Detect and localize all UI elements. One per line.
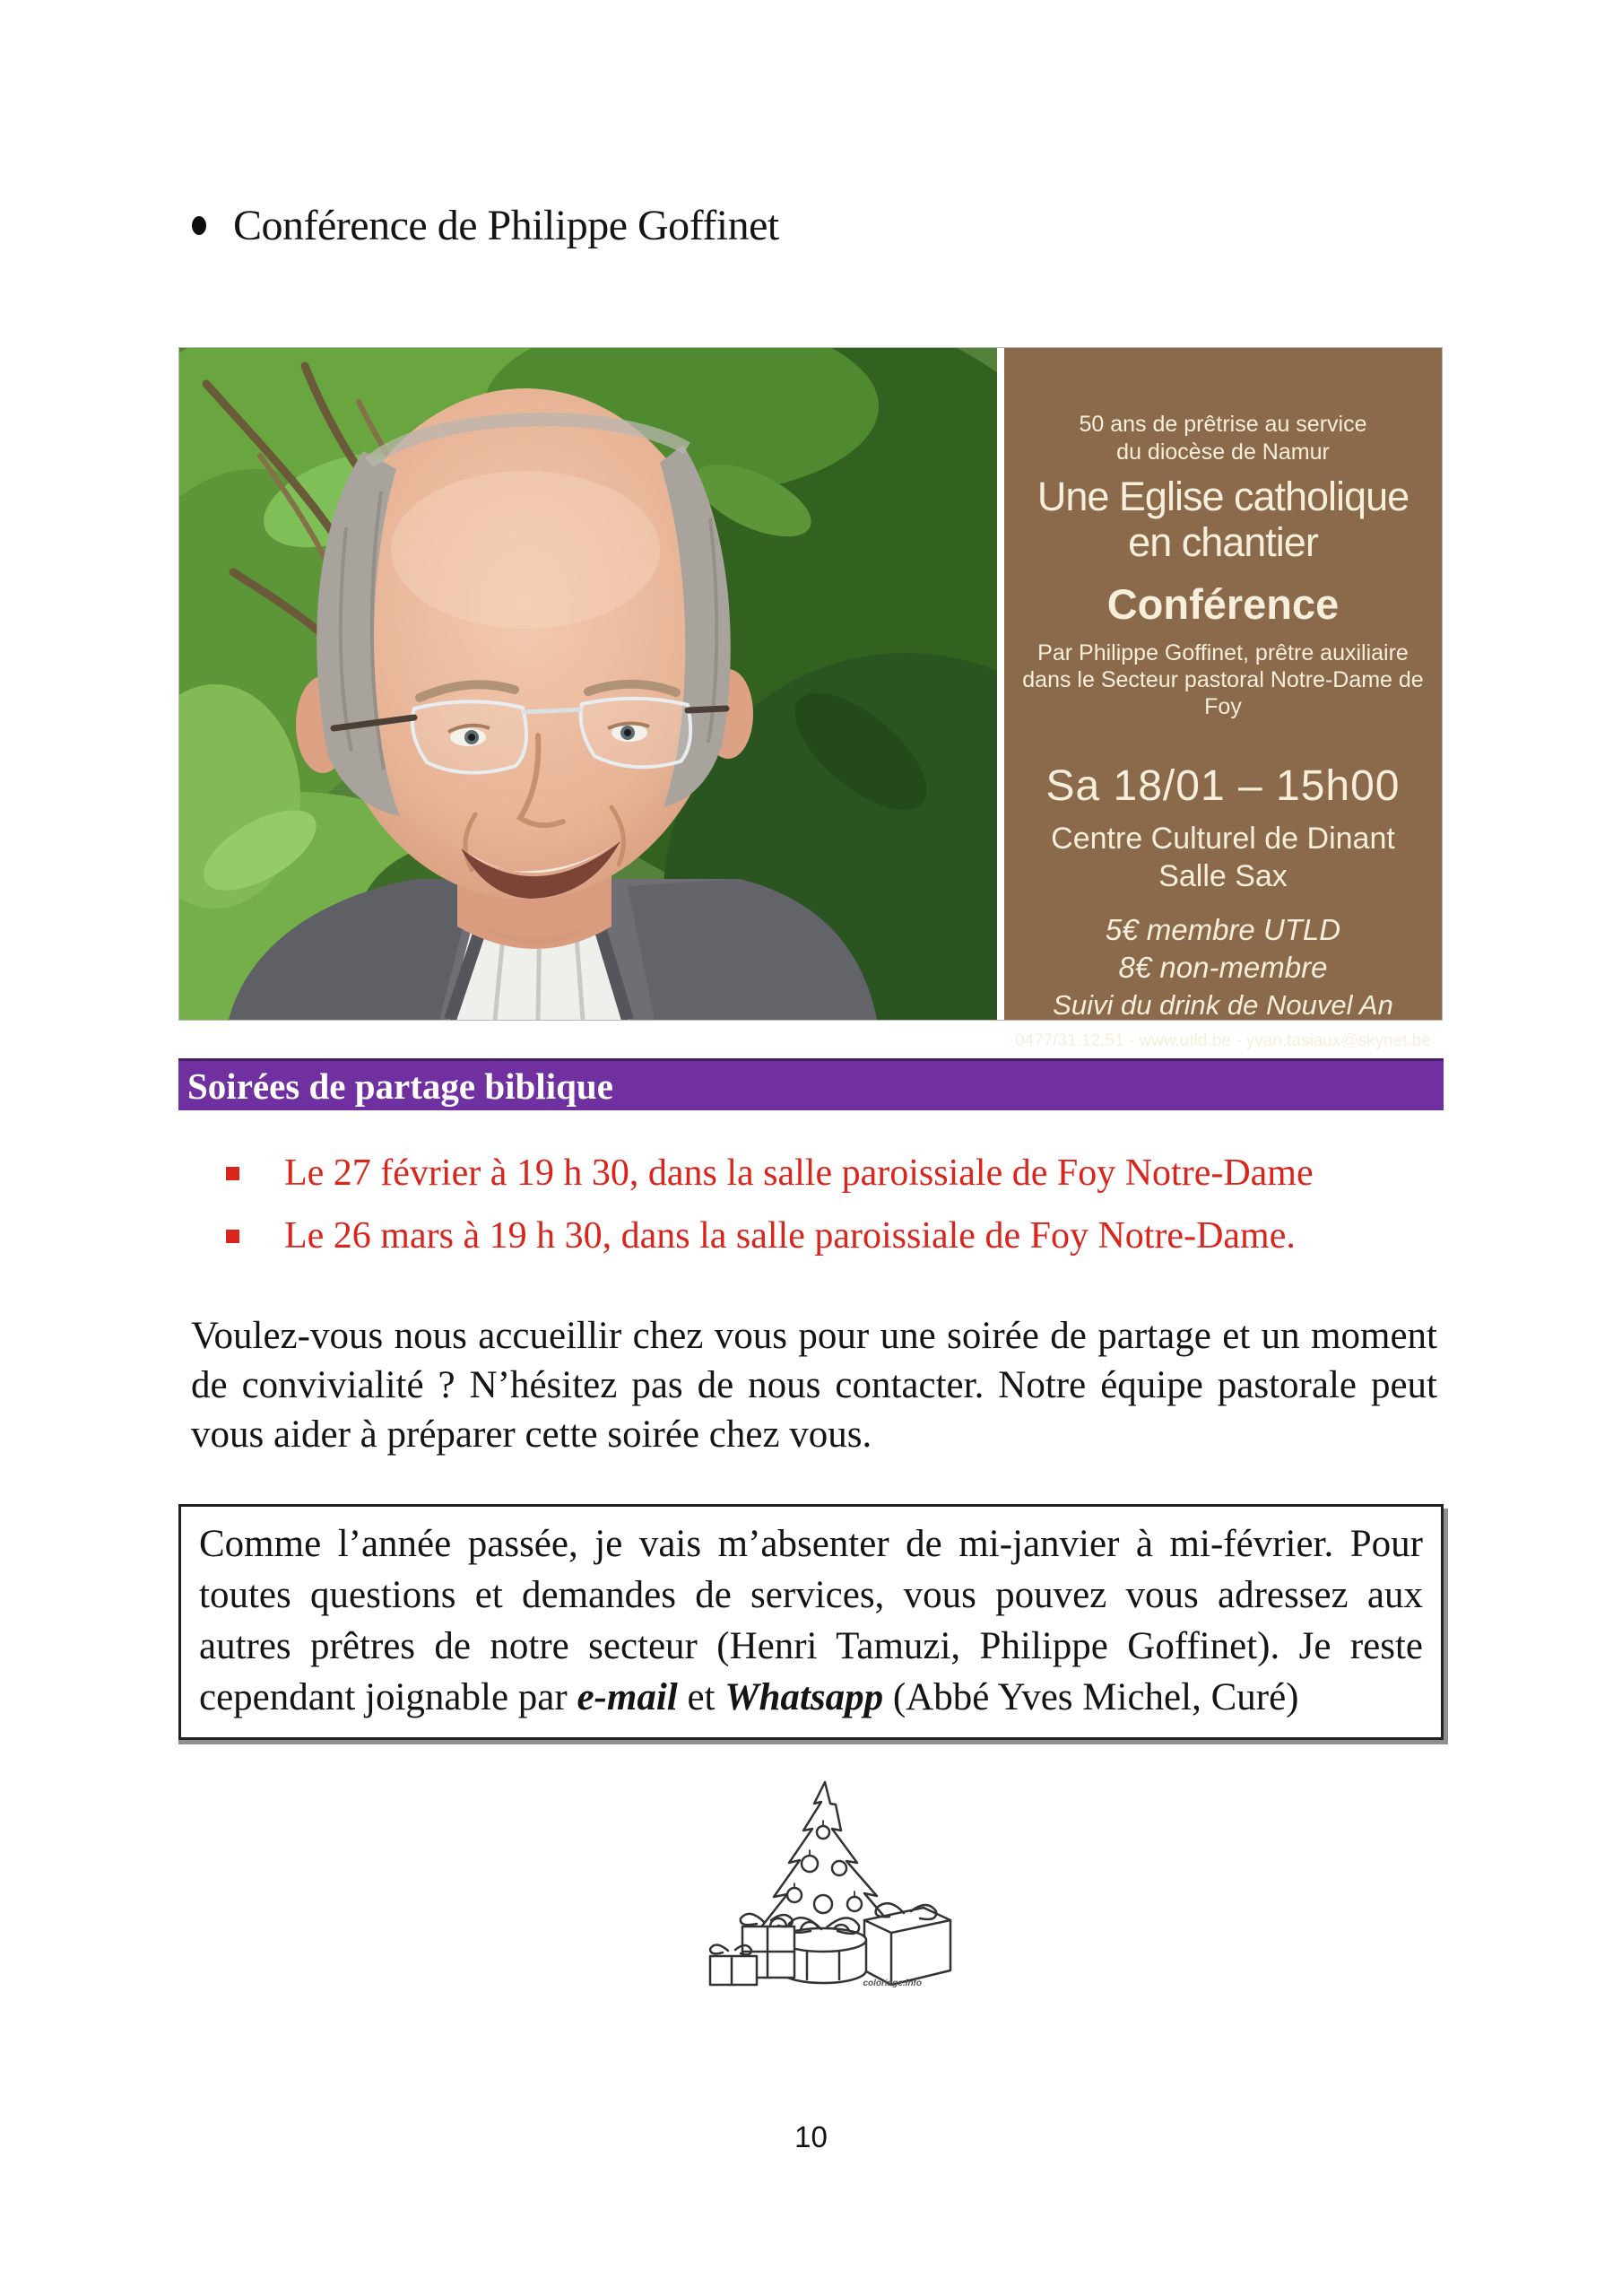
date-item-text: Le 26 mars à 19 h 30, dans la salle paroissiale de Foy Notre-Dame. — [284, 1215, 1296, 1257]
christmas-tree-gifts-icon — [689, 1779, 958, 2003]
flyer-heading: Conférence — [1106, 580, 1340, 628]
body-paragraph: Voulez-vous nous accueillir chez vous pour une soirée de partage et un moment de convivialité ? N’hésitez pas de nous contacter. Notre équipe pastorale peut vous aider à préparer cette soirée chez vous. — [191, 1315, 1437, 1456]
flyer-title-line1: Une Eglise catholique — [1037, 474, 1409, 519]
flyer-venue — [1051, 820, 1395, 895]
list-item — [226, 1152, 1427, 1195]
conference-flyer-image — [179, 348, 1442, 1050]
notice-text-middle: et — [677, 1676, 725, 1718]
flyer-pretitle-line1: 50 ans de prêtrise au service — [1079, 412, 1367, 437]
notice-text-start: Comme l’année passée, je vais m’absenter de mi-janvier à mi-février. Pour toutes questions et demandes de services, vous pouvez vous adressez aux autres prêtres de notre secteur (Henri Tamuzi, Philippe Goffinet). Je reste cependant joignable par — [199, 1523, 1423, 1718]
notice-text-end: (Abbé Yves Michel, Curé) — [883, 1676, 1299, 1718]
flyer-pretitle — [1079, 411, 1366, 466]
flyer-speaker — [1010, 639, 1436, 720]
section-header — [178, 1058, 1444, 1110]
flyer-title-line2: en chantier — [1128, 519, 1318, 565]
list-item — [226, 1214, 1427, 1257]
section-title: Soirées de partage biblique — [187, 1065, 613, 1107]
flyer-datetime: Sa 18/01 – 15h00 — [1045, 762, 1401, 810]
flyer-prices — [1053, 911, 1393, 1024]
flyer-venue-line2: Salle Sax — [1158, 859, 1288, 893]
square-bullet-icon — [226, 1167, 239, 1180]
portrait-illustration — [179, 348, 997, 1020]
flyer-after-note: Suivi du drink de Nouvel An — [1053, 989, 1393, 1021]
flyer-title — [1037, 474, 1409, 565]
bible-evenings-date-list — [226, 1152, 1427, 1277]
notice-emphasis-whatsapp: Whatsapp — [724, 1676, 884, 1718]
bullet-marker-icon — [192, 216, 206, 235]
christmas-clipart — [689, 1779, 958, 2003]
notice-emphasis-email: e-mail — [577, 1676, 678, 1718]
absence-notice-box — [178, 1504, 1444, 1740]
flyer-price-nonmember: 8€ non-membre — [1118, 951, 1328, 984]
flyer-price-member: 5€ membre UTLD — [1105, 913, 1341, 946]
date-item-text: Le 27 février à 19 h 30, dans la salle paroissiale de Foy Notre-Dame — [284, 1152, 1314, 1194]
flyer-speaker-line1: Par Philippe Goffinet, prêtre auxiliaire — [1037, 640, 1409, 665]
square-bullet-icon — [226, 1230, 239, 1243]
clipart-watermark: coloriage.info — [863, 1979, 922, 1988]
flyer-speaker-line2: dans le Secteur pastoral Notre-Dame de Foy — [1022, 667, 1424, 719]
flyer-panel — [997, 348, 1442, 1050]
flyer-pretitle-line2: du diocèse de Namur — [1116, 439, 1330, 465]
flyer-contact-info: 0477/31.12.51 - www.utld.be - yvan.tasiaux@skynet.be — [1015, 1031, 1431, 1050]
bullet-item-text: Conférence de Philippe Goffinet — [233, 202, 779, 249]
portrait-photo — [179, 348, 997, 1020]
flyer-venue-line1: Centre Culturel de Dinant — [1051, 822, 1395, 856]
bullet-list-item — [192, 201, 779, 250]
page-number: 10 — [794, 2120, 828, 2153]
